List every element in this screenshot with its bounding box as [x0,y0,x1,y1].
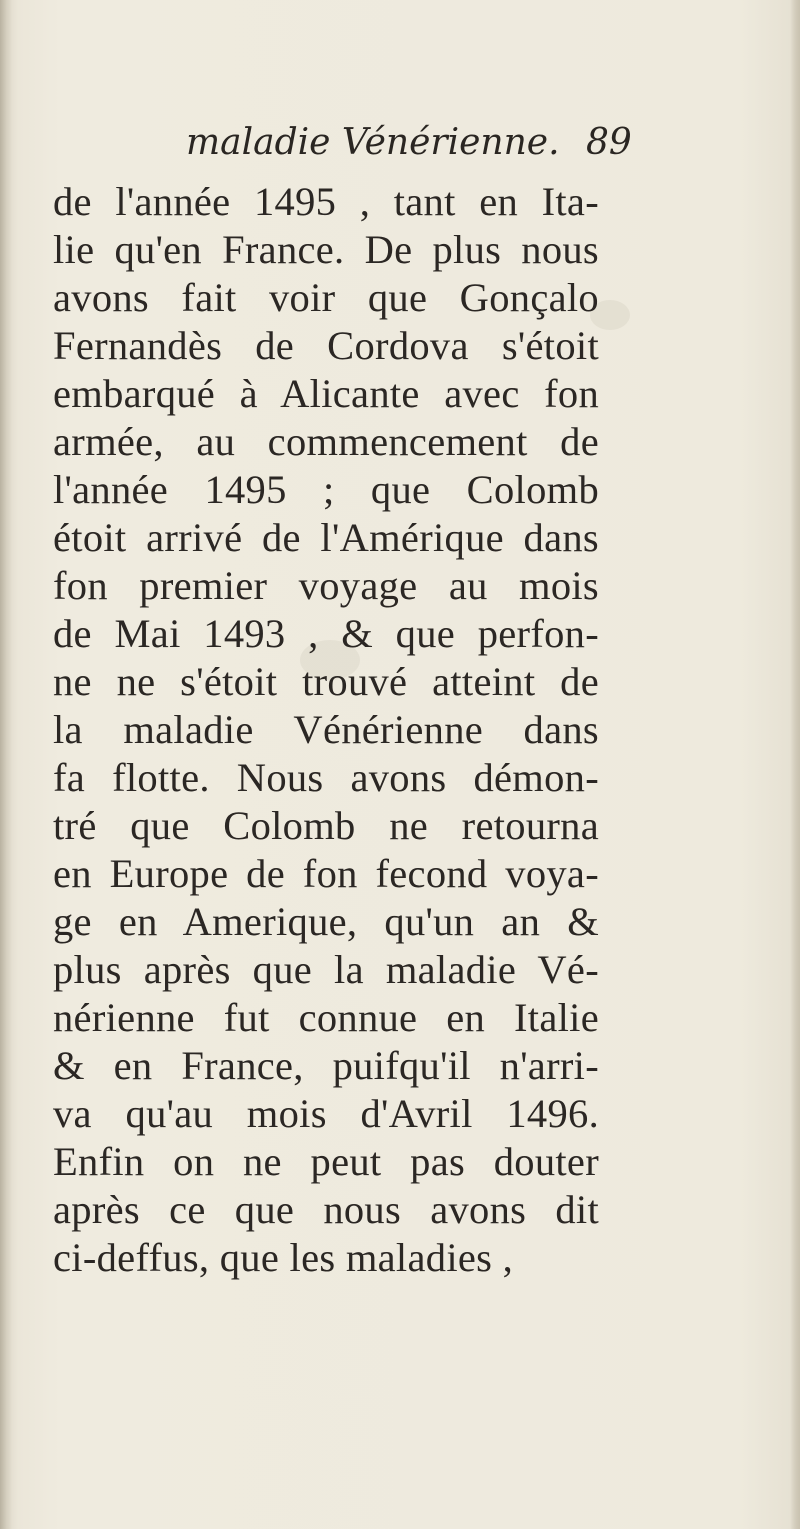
running-title: maladie Vénérienne. [186,122,560,163]
body-text [53,178,753,1282]
text-line: la maladie Vénérienne dans [53,707,599,752]
text-line: ci-deffus, que les maladies , [53,1235,514,1280]
text-line: plus après que la maladie Vé- [53,947,599,992]
text-line: fon premier voyage au mois [53,563,599,608]
text-line: fa flotte. Nous avons démon- [53,755,599,800]
running-head [150,122,630,170]
text-line: avons fait voir que Gonçalo [53,275,599,320]
text-line: lie qu'en France. De plus nous [53,227,599,272]
text-line: étoit arrivé de l'Amérique dans [53,515,599,560]
text-line: après ce que nous avons dit [53,1187,599,1232]
text-line: embarqué à Alicante avec fon [53,371,599,416]
text-line: Fernandès de Cordova s'étoit [53,323,599,368]
text-line: en Europe de fon fecond voya- [53,851,599,896]
text-line: de l'année 1495 , tant en Ita- [53,179,599,224]
page-number: 89 [586,122,632,163]
text-line: nérienne fut connue en Italie [53,995,599,1040]
text-line: & en France, puifqu'il n'arri- [53,1043,599,1088]
text-line: l'année 1495 ; que Colomb [53,467,599,512]
text-line: de Mai 1493 , & que perfon- [53,611,599,656]
text-line: armée, au commencement de [53,419,599,464]
text-line: ne ne s'étoit trouvé atteint de [53,659,599,704]
text-line: Enfin on ne peut pas douter [53,1139,599,1184]
text-line: tré que Colomb ne retourna [53,803,599,848]
text-line: va qu'au mois d'Avril 1496. [53,1091,599,1136]
text-line: ge en Amerique, qu'un an & [53,899,599,944]
page-gutter-shadow [0,0,12,1529]
page-edge-shadow [790,0,800,1529]
